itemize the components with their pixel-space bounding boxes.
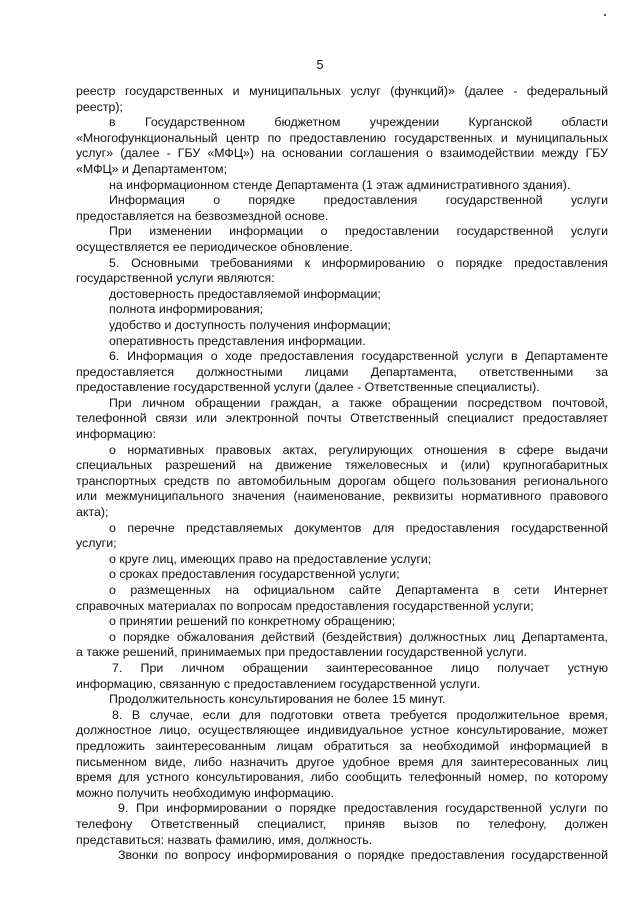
text-line: При изменении информации о предоставлении государственной услуги bbox=[109, 224, 608, 239]
text-line: 5. Основными требованиями к информированию о порядке предоставления bbox=[109, 255, 608, 270]
text-line: осуществляется ее периодическое обновление. bbox=[76, 239, 353, 254]
text-line: справочных материалах по вопросам предоставления государственной услуги; bbox=[76, 598, 534, 613]
text-line: «Многофункциональный центр по предоставлению государственных и муниципальных bbox=[76, 130, 608, 145]
document-body bbox=[76, 84, 608, 864]
text-line: «МФЦ» и Департаментом; bbox=[76, 161, 227, 176]
text-line: можно получить необходимую информацию. bbox=[76, 785, 335, 800]
text-line: телефону Ответственный специалист, приняв вызов по телефону, должен bbox=[76, 816, 608, 831]
scan-speck bbox=[604, 14, 606, 16]
text-line: предоставление государственной услуги (далее - Ответственные специалисты). bbox=[76, 380, 540, 395]
text-line: полнота информирования; bbox=[109, 302, 264, 317]
page-number: 5 bbox=[316, 58, 324, 72]
text-line: 6. Информация о ходе предоставления государственной услуги в Департаменте bbox=[109, 349, 608, 364]
text-line: предоставляется на безвозмездной основе. bbox=[76, 208, 329, 223]
text-line: удобство и доступность получения информации; bbox=[109, 317, 391, 332]
text-line: или межмуниципального значения (наименование, реквизиты нормативного правового bbox=[76, 489, 608, 504]
text-line: а также решений, принимаемых при предоставлении государственной услуги. bbox=[76, 645, 527, 660]
text-line: предоставляется должностными лицами Департамента, ответственными за bbox=[76, 364, 608, 379]
text-line: информацию, связанную с предоставлением государственной услуги. bbox=[76, 676, 481, 691]
text-line: Продолжительность консультирования не более 15 минут. bbox=[109, 692, 446, 707]
text-line: реестр государственных и муниципальных услуг (функций)» (далее - федеральный bbox=[76, 84, 608, 98]
text-line: о сроках предоставления государственной услуги; bbox=[109, 567, 400, 582]
text-line: о круге лиц, имеющих право на предоставление услуги; bbox=[109, 551, 432, 566]
text-line: При личном обращении граждан, а также обращении посредством почтовой, bbox=[109, 395, 608, 410]
text-line: о размещенных на официальном сайте Департамента в сети Интернет bbox=[109, 583, 608, 597]
text-line: 9. При информировании о порядке предоставления государственной услуги по bbox=[118, 801, 608, 816]
text-line: услуг» (далее - ГБУ «МФЦ») на основании соглашения о взаимодействии между ГБУ bbox=[76, 146, 608, 161]
text-line: предложить заинтересованным лицам обратиться за необходимой информацией в bbox=[76, 738, 608, 753]
text-line: услуги; bbox=[76, 536, 117, 551]
text-line: письменном виде, либо назначить другое удобное время для заинтересованных лиц bbox=[76, 754, 608, 769]
text-line: в Государственном бюджетном учреждении Курганской области bbox=[109, 115, 608, 130]
text-line: 7. При личном обращении заинтересованное лицо получает устную bbox=[112, 660, 608, 675]
text-line: транспортных средств по автомобильным дорогам общего пользования регионального bbox=[76, 473, 608, 488]
text-line: государственной услуги являются: bbox=[76, 271, 275, 286]
text-line: время для устного консультирования, либо сообщить телефонный номер, по которому bbox=[76, 770, 608, 785]
text-line: Информация о порядке предоставления государственной услуги bbox=[109, 193, 608, 208]
text-line: телефонной связи или электронной почты Ответственный специалист предоставляет bbox=[76, 411, 608, 426]
text-line: оперативность представления информации. bbox=[109, 333, 366, 348]
text-line: на информационном стенде Департамента (1 этаж административного здания). bbox=[109, 177, 571, 192]
text-line: достоверность предоставляемой информации; bbox=[109, 286, 381, 301]
text-line: акта); bbox=[76, 505, 109, 520]
text-line: должностное лицо, осуществляющее индивидуальное устное консультирование, может bbox=[76, 723, 608, 738]
text-line: Звонки по вопросу информирования о порядке предоставления государственной bbox=[118, 848, 608, 863]
text-line: о порядке обжалования действий (бездействия) должностных лиц Департамента, bbox=[109, 629, 608, 644]
text-line: 8. В случае, если для подготовки ответа требуется продолжительное время, bbox=[112, 707, 608, 722]
text-line: о принятии решений по конкретному обращению; bbox=[109, 614, 396, 629]
text-line: представиться: назвать фамилию, имя, должность. bbox=[76, 832, 373, 847]
text-line: реестр); bbox=[76, 99, 124, 114]
text-line: о нормативных правовых актах, регулирующих отношения в сфере выдачи bbox=[109, 442, 608, 457]
text-line: информацию: bbox=[76, 427, 156, 442]
text-line: о перечне представляемых документов для предоставления государственной bbox=[109, 520, 608, 535]
text-line: специальных разрешений на движение тяжеловесных и (или) крупногабаритных bbox=[76, 458, 608, 473]
